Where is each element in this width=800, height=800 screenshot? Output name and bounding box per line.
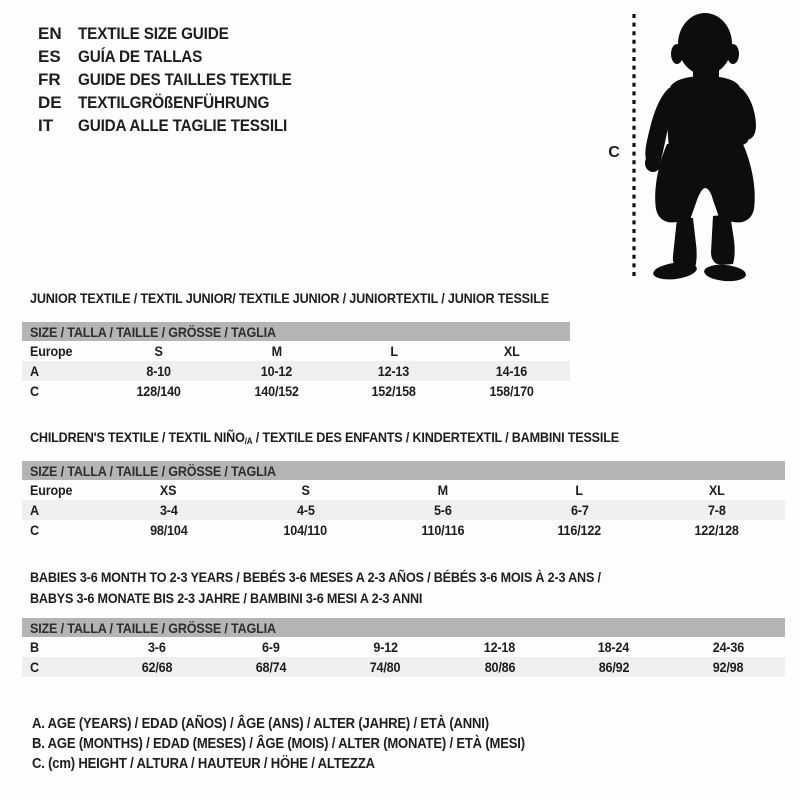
row-label: A — [30, 363, 39, 379]
cell-value: L — [575, 482, 584, 498]
cell-value: XL — [503, 343, 520, 359]
language-title: GUÍA DE TALLAS — [78, 46, 203, 66]
row-label: C — [30, 522, 39, 538]
row-label: C — [30, 659, 39, 675]
language-title-block — [38, 22, 315, 137]
row-label: B — [30, 639, 39, 655]
cell-value: S — [301, 482, 310, 498]
cell-value: 8-10 — [146, 363, 171, 379]
children-section-title: CHILDREN'S TEXTILE / TEXTIL $NIÑO_{/A}$ / TEXTILE DES ENFANTS / KINDERTEXTIL / BAMBINI TESSILE — [30, 429, 619, 446]
cell-value: XL — [708, 482, 725, 498]
language-row-en — [38, 22, 315, 45]
cell-value: 14-16 — [495, 363, 527, 379]
babies-size-table — [22, 618, 785, 677]
table-row-age — [22, 361, 570, 381]
cell-value: 3-4 — [159, 502, 178, 518]
cell-value: 104/110 — [283, 522, 328, 538]
cell-value: 158/170 — [489, 383, 534, 399]
row-label: C — [30, 383, 39, 399]
language-row-de — [38, 91, 315, 114]
language-code: ES — [38, 46, 61, 66]
cell-value: 7-8 — [707, 502, 726, 518]
language-code: FR — [38, 69, 61, 89]
cell-value: 128/140 — [136, 383, 181, 399]
cell-value: 24-36 — [712, 639, 744, 655]
footnote-a: A. AGE (YEARS) / EDAD (AÑOS) / ÂGE (ANS) / ALTER (JAHRE) / ETÀ (ANNI) — [32, 716, 489, 732]
row-label: Europe — [30, 482, 73, 498]
table-row-europe — [22, 480, 785, 500]
babies-section-title: BABIES 3-6 MONTH TO 2-3 YEARS / BEBÉS 3-6 MESES A 2-3 AÑOS / BÉBÉS 3-6 MOIS À 2-3 ANS / BABYS 3-6 MONATE BIS 2-3 JAHRE / BAMBINI 3-6 MESI A 2-3 ANNI — [30, 568, 601, 606]
row-label: Europe — [30, 343, 73, 359]
cell-value: 86/92 — [598, 659, 630, 675]
table-row-months — [22, 637, 785, 657]
cell-value: 116/122 — [557, 522, 602, 538]
cell-value: 10-12 — [260, 363, 292, 379]
table-header-band: SIZE / TALLA / TAILLE / GRÖSSE / TAGLIA — [22, 461, 785, 480]
cell-value: 12-13 — [378, 363, 410, 379]
language-title: GUIDA ALLE TAGLIE TESSILI — [78, 115, 288, 135]
cell-value: S — [154, 343, 163, 359]
cell-value: 92/98 — [712, 659, 744, 675]
table-row-height — [22, 381, 570, 401]
children-size-table — [22, 461, 785, 540]
cell-value: M — [271, 343, 282, 359]
language-code: IT — [38, 115, 54, 135]
cell-value: 110/116 — [421, 522, 464, 538]
footnote-c: C. (cm) HEIGHT / ALTURA / HAUTEUR / HÖHE / ALTEZZA — [32, 756, 375, 772]
child-silhouette-figure — [600, 6, 770, 288]
language-row-it — [38, 114, 315, 137]
table-row-height — [22, 520, 785, 540]
language-title: TEXTILE SIZE GUIDE — [78, 23, 229, 43]
cell-value: XS — [160, 482, 177, 498]
cell-value: 98/104 — [149, 522, 188, 538]
footnote-b: B. AGE (MONTHS) / EDAD (MESES) / ÂGE (MOIS) / ALTER (MONATE) / ETÀ (MESI) — [32, 736, 525, 752]
junior-section-title: JUNIOR TEXTILE / TEXTIL JUNIOR/ TEXTILE JUNIOR / JUNIORTEXTIL / JUNIOR TESSILE — [30, 290, 549, 306]
table-row-height — [22, 657, 785, 677]
footnotes — [32, 714, 580, 774]
language-title: GUIDE DES TAILLES TEXTILE — [78, 69, 292, 89]
cell-value: 3-6 — [148, 639, 166, 655]
cell-value: 68/74 — [255, 659, 287, 675]
cell-value: L — [389, 343, 398, 359]
cell-value: 62/68 — [141, 659, 173, 675]
table-row-age — [22, 500, 785, 520]
junior-size-table — [22, 322, 570, 401]
table-header-band: SIZE / TALLA / TAILLE / GRÖSSE / TAGLIA — [22, 618, 785, 637]
cell-value: 122/128 — [694, 522, 739, 538]
language-code: EN — [38, 23, 62, 43]
cell-value: 18-24 — [598, 639, 630, 655]
table-header-band: SIZE / TALLA / TAILLE / GRÖSSE / TAGLIA — [22, 322, 570, 341]
cell-value: 12-18 — [483, 639, 516, 655]
cell-value: 80/86 — [484, 659, 515, 675]
cell-value: 9-12 — [373, 639, 398, 655]
cell-value: M — [437, 482, 448, 498]
language-row-es — [38, 45, 315, 68]
language-row-fr — [38, 68, 315, 91]
child-silhouette — [645, 13, 756, 283]
measure-line-label: C — [608, 144, 620, 161]
cell-value: 140/152 — [254, 383, 299, 399]
row-label: A — [30, 502, 39, 518]
cell-value: 152/158 — [371, 383, 416, 399]
language-title: TEXTILGRÖßENFÜHRUNG — [78, 92, 270, 112]
cell-value: 4-5 — [296, 502, 315, 518]
cell-value: 74/80 — [370, 659, 401, 675]
title-subscript: /A — [244, 436, 253, 446]
cell-value: 5-6 — [433, 502, 452, 518]
cell-value: 6-7 — [570, 502, 589, 518]
cell-value: 6-9 — [262, 639, 281, 655]
table-row-europe — [22, 341, 570, 361]
language-code: DE — [38, 92, 62, 112]
